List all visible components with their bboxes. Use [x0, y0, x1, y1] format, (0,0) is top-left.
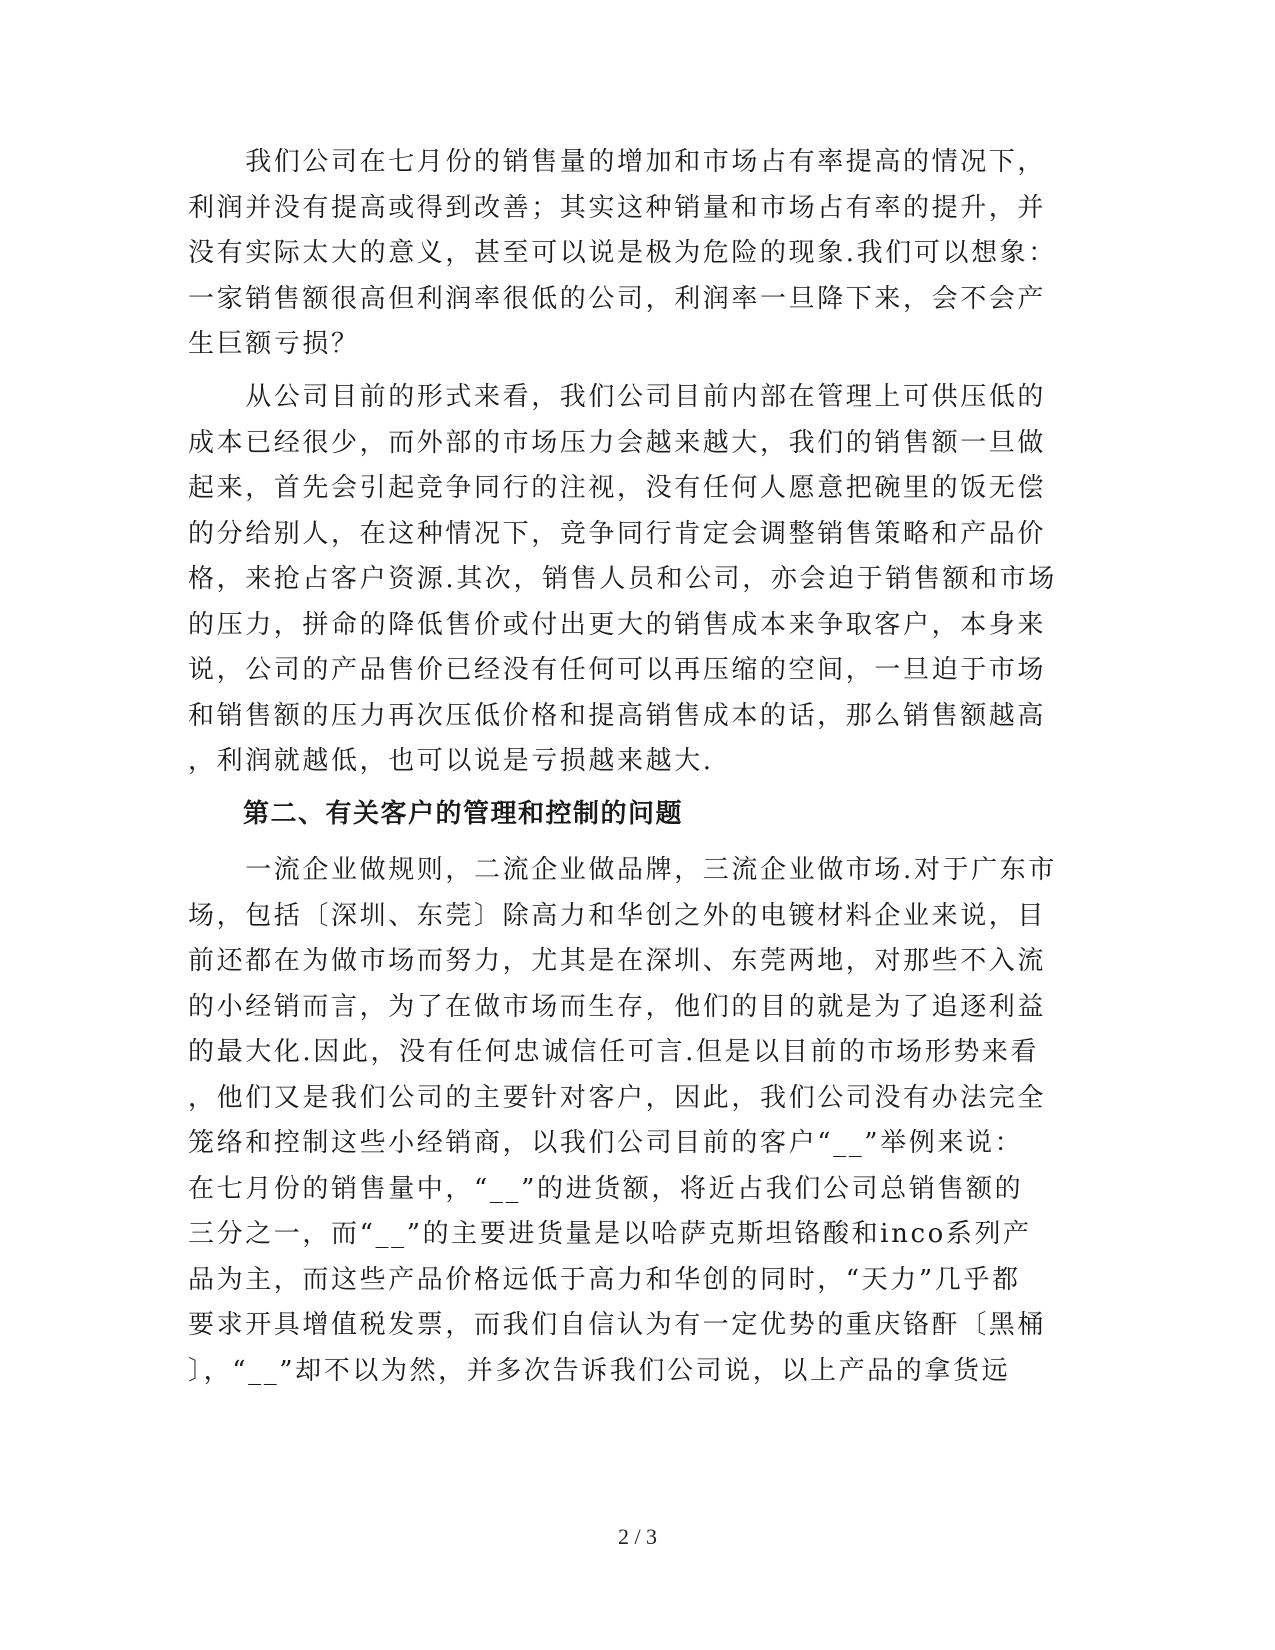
text-line: 成本已经很少，而外部的市场压力会越来越大，我们的销售额一旦做 — [188, 427, 1047, 458]
paragraph-profit-analysis — [188, 140, 1068, 368]
text-line: 要求开具增值税发票，而我们自信认为有一定优势的重庆铬酐〔黑桶 — [188, 1310, 1047, 1340]
text-line: 和销售额的压力再次压低价格和提高销售成本的话，那么销售额越高 — [188, 700, 1047, 731]
text-line: 三分之一，而“__”的主要进货量是以哈萨克斯坦铬酸和inco系列产 — [188, 1219, 1032, 1249]
paragraph-customer-management — [188, 848, 1068, 1394]
page-number: 2 / 3 — [617, 1524, 658, 1549]
text-line: 起来，首先会引起竞争同行的注视，没有任何人愿意把碗里的饭无偿 — [188, 473, 1047, 503]
text-line: 生巨额亏损？ — [188, 329, 360, 359]
text-line: 格，来抢占客户资源.其次，销售人员和公司，亦会迫于销售额和市场 — [188, 564, 1057, 594]
text-line: 一流企业做规则，二流企业做品牌，三流企业做市场.对于广东市 — [188, 855, 1057, 885]
text-line: 利润并没有提高或得到改善；其实这种销量和市场占有率的提升，并 — [188, 192, 1047, 223]
text-line: 场，包括〔深圳、东莞〕除高力和华创之外的电镀材料企业来说，目 — [188, 900, 1047, 931]
text-line: 品为主，而这些产品价格远低于高力和华创的同时，“天力”几乎都 — [188, 1264, 1021, 1295]
paragraph-market-pressure — [188, 375, 1068, 785]
text-line: 从公司目前的形式来看，我们公司目前内部在管理上可供压低的 — [188, 382, 1047, 412]
text-line: 的小经销而言，为了在做市场而生存，他们的目的就是为了追逐利益 — [188, 991, 1047, 1022]
text-line: 前还都在为做市场而努力，尤其是在深圳、东莞两地，对那些不入流 — [188, 946, 1047, 976]
text-line: ，利润就越低，也可以说是亏损越来越大. — [188, 746, 714, 776]
text-line: 〕，“__”却不以为然，并多次告诉我们公司说，以上产品的拿货远 — [188, 1355, 1011, 1386]
text-line: 没有实际太大的意义，甚至可以说是极为危险的现象.我们可以想象： — [188, 238, 1057, 268]
text-line: 在七月份的销售量中，“__”的进货额，将近占我们公司总销售额的 — [188, 1173, 1024, 1204]
text-line: 一家销售额很高但利润率很低的公司，利润率一旦降下来，会不会产 — [188, 283, 1047, 314]
text-line: 说，公司的产品售价已经没有任何可以再压缩的空间，一旦迫于市场 — [188, 655, 1047, 685]
text-line: 笼络和控制这些小经销商，以我们公司目前的客户“__”举例来说： — [188, 1128, 1024, 1158]
text-line: 的压力，拼命的降低售价或付出更大的销售成本来争取客户，本身来 — [188, 609, 1047, 640]
section-title: 第二、有关客户的管理和控制的问题 — [188, 799, 684, 829]
text-line: 的分给别人，在这种情况下，竞争同行肯定会调整销售策略和产品价 — [188, 518, 1047, 549]
section-heading — [188, 792, 1068, 838]
text-line: 我们公司在七月份的销售量的增加和市场占有率提高的情况下， — [188, 147, 1047, 177]
text-line: 的最大化.因此，没有任何忠诚信任可言.但是以目前的市场形势来看 — [188, 1037, 1040, 1067]
text-line: ，他们又是我们公司的主要针对客户，因此，我们公司没有办法完全 — [188, 1082, 1047, 1113]
